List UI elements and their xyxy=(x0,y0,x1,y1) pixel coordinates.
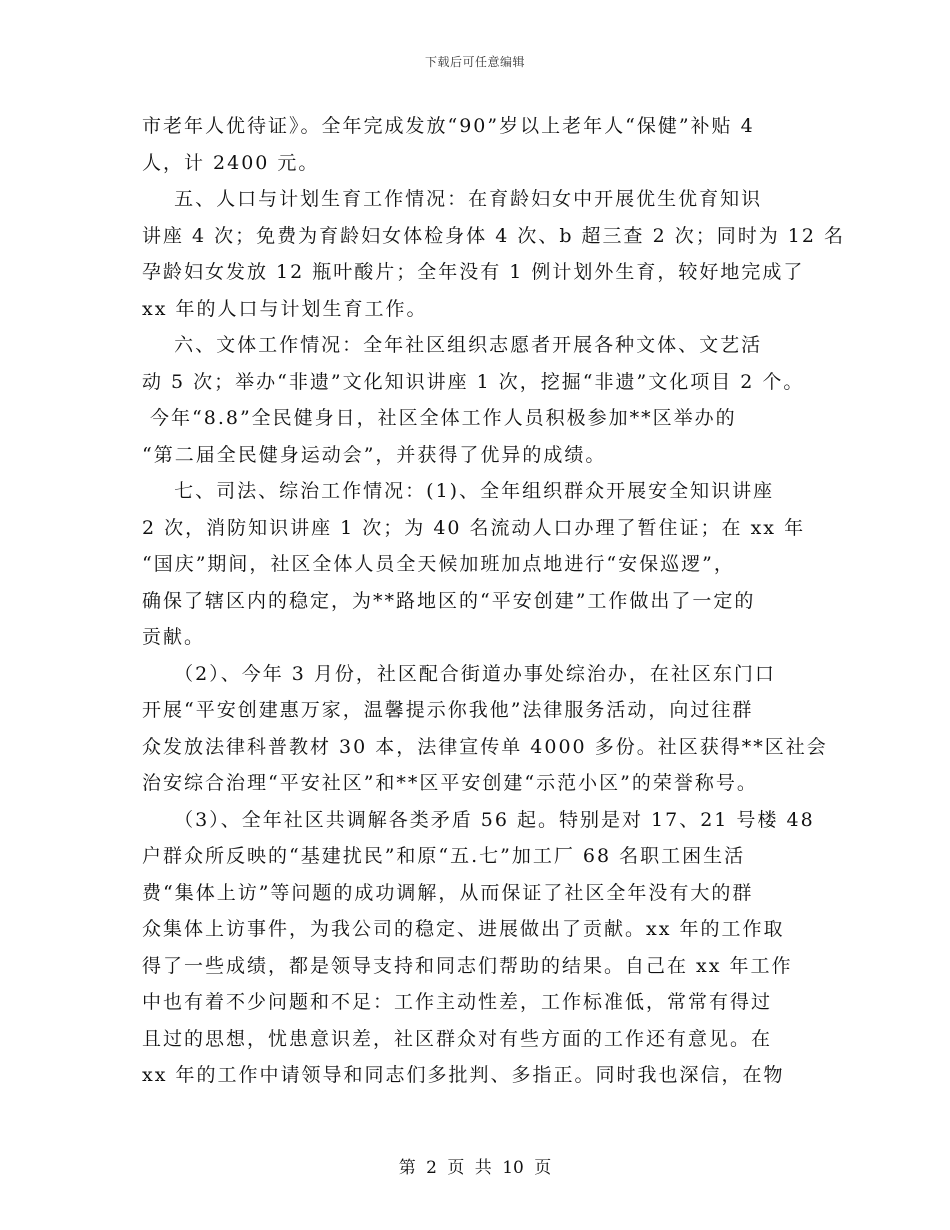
text-line: 开展“平安创建惠万家，温馨提示你我他”法律服务活动，向过往群 xyxy=(142,699,754,721)
text-line: 治安综合治理“平安社区”和**区平安创建“示范小区”的荣誉称号。 xyxy=(142,772,758,794)
text-line: （2）、今年 3 月份，社区配合街道办事处综治办，在社区东门口 xyxy=(142,662,776,685)
text-line: 七、司法、综治工作情况：(1)、全年组织群众开展安全知识讲座 xyxy=(142,480,775,502)
text-line: 孕龄妇女发放 12 瓶叶酸片；全年没有 1 例计划外生育，较好地完成了 xyxy=(142,261,805,283)
text-line: 2 次，消防知识讲座 1 次；为 40 名流动人口办理了暂住证；在 xx 年 xyxy=(142,516,806,539)
text-line: 中也有着不少问题和不足：工作主动性差，工作标准低，常常有得过 xyxy=(142,991,773,1013)
text-line: 众集体上访事件，为我公司的稳定、进展做出了贡献。xx 年的工作取 xyxy=(142,918,785,940)
text-line: 今年“8.8”全民健身日，社区全体工作人员积极参加**区举办的 xyxy=(142,407,737,429)
text-line: 确保了辖区内的稳定，为**路地区的“平安创建”工作做出了一定的 xyxy=(142,589,756,612)
text-line: “国庆”期间，社区全体人员全天候加班加点地进行“安保巡逻”， xyxy=(142,553,735,575)
text-line: 市老年人优待证》。全年完成发放“90”岁以上老年人“保健”补贴 4 xyxy=(142,115,755,137)
text-line: 费“集体上访”等问题的成功调解，从而保证了社区全年没有大的群 xyxy=(142,881,754,904)
text-line: 贡献。 xyxy=(142,626,206,648)
text-line: 六、文体工作情况：全年社区组织志愿者开展各种文体、文艺活 xyxy=(142,334,763,356)
document-body xyxy=(142,108,845,1094)
text-line: 动 5 次；举办“非遗”文化知识讲座 1 次，挖掘“非遗”文化项目 2 个。 xyxy=(142,370,805,393)
text-line: “第二届全民健身运动会”，并获得了优异的成绩。 xyxy=(142,443,607,466)
page-number: 第 2 页 共 10 页 xyxy=(398,1158,552,1178)
text-line: 讲座 4 次；免费为育龄妇女体检身体 4 次、b 超三查 2 次；同时为 12 名 xyxy=(142,224,845,247)
text-line: 得了一些成绩，都是领导支持和同志们帮助的结果。自己在 xx 年工作 xyxy=(142,954,793,977)
text-line: 且过的思想，忧患意识差，社区群众对有些方面的工作还有意见。在 xyxy=(142,1027,773,1050)
text-line: 五、人口与计划生育工作情况：在育龄妇女中开展优生优育知识 xyxy=(142,188,763,210)
text-line: xx 年的人口与计划生育工作。 xyxy=(142,297,428,320)
text-line: 人，计 2400 元。 xyxy=(142,151,320,174)
text-line: xx 年的工作中请领导和同志们多批判、多指正。同时我也深信，在物 xyxy=(142,1064,785,1086)
text-line: 众发放法律科普教材 30 本，法律宣传单 4000 多份。社区获得**区社会 xyxy=(142,735,828,758)
text-line: 户群众所反映的“基建扰民”和原“五.七”加工厂 68 名职工困生活 xyxy=(142,845,746,867)
page-header: 下载后可任意编辑 xyxy=(424,55,525,69)
text-line: （3）、全年社区共调解各类矛盾 56 起。特别是对 17、21 号楼 48 xyxy=(142,808,815,831)
